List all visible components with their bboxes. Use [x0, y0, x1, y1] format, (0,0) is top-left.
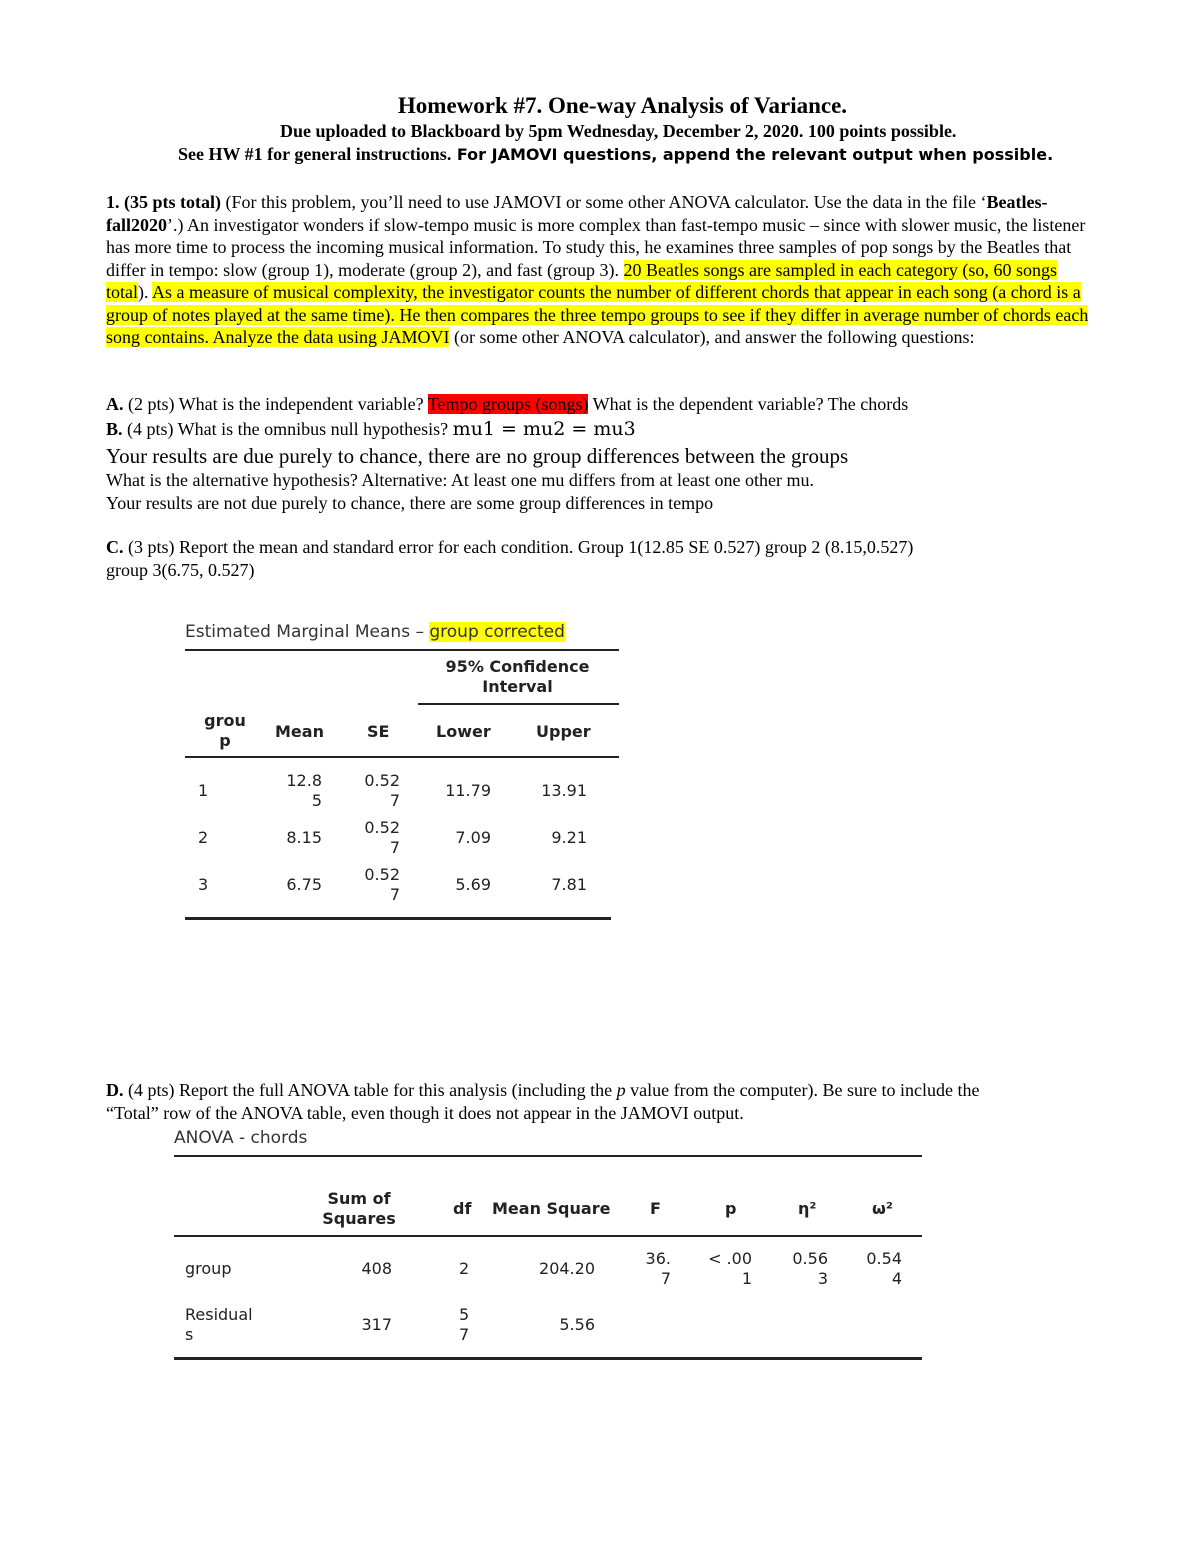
anova-col-ms: Mean Square: [492, 1199, 611, 1218]
question-d-continued: “Total” row of the ANOVA table, even though it does not appear in the JAMOVI output.: [106, 1103, 744, 1123]
emm-col-mean: Mean: [275, 722, 324, 741]
alternative-hypothesis-words: Your results are not due purely to chance, there are some group differences in tempo: [106, 493, 714, 513]
instructions-line: See HW #1 for general instructions. For JAMOVI questions, append the relevant output when possible.: [178, 144, 1054, 164]
anova-top-rule: [174, 1155, 922, 1157]
question-b: B. (4 pts) What is the omnibus null hypothesis? mu1 = mu2 = mu3: [106, 418, 636, 440]
anova-caption: ANOVA - chords: [174, 1128, 308, 1148]
due-line: Due uploaded to Blackboard by 5pm Wednesday, December 2, 2020. 100 points possible.: [280, 121, 957, 141]
anova-col-eta: η²: [798, 1199, 817, 1218]
emm-col-upper: Upper: [536, 722, 591, 741]
anova-col-omega: ω²: [872, 1199, 893, 1218]
question-a: A. (2 pts) What is the independent variable? Tempo groups (songs) What is the dependent variable? The chords: [106, 394, 909, 414]
null-hypothesis-math: mu1 = mu2 = mu3: [452, 418, 636, 440]
emm-ci-header: 95% Confidence Interval: [445, 657, 590, 696]
anova-col-p: p: [725, 1199, 737, 1218]
emm-top-rule: [185, 649, 619, 651]
question-c-continued: group 3(6.75, 0.527): [106, 560, 255, 580]
question-c: C. (3 pts) Report the mean and standard error for each condition. Group 1(12.85 SE 0.527) group 2 (8.15,0.527): [106, 537, 914, 557]
emm-caption: Estimated Marginal Means – group corrected: [185, 622, 565, 642]
emm-header-rule: [185, 756, 619, 758]
emm-col-group: grou p: [204, 711, 246, 750]
emm-col-lower: Lower: [436, 722, 491, 741]
emm-bottom-rule: [185, 917, 611, 920]
emm-col-se: SE: [367, 722, 390, 741]
page-title: Homework #7. One-way Analysis of Variance.: [397, 93, 848, 118]
anova-col-ss: Sum of Squares: [322, 1189, 396, 1228]
answer-independent-variable: Tempo groups (songs): [427, 394, 589, 414]
anova-bottom-rule: [174, 1357, 922, 1360]
alternative-hypothesis: What is the alternative hypothesis? Alternative: At least one mu differs from at least one other mu.: [106, 470, 814, 490]
question-d: D. (4 pts) Report the full ANOVA table for this analysis (including the p value from the computer). Be sure to include the: [106, 1080, 980, 1100]
anova-col-f: F: [650, 1199, 661, 1218]
null-hypothesis-words: Your results are due purely to chance, there are no group differences between the groups: [106, 444, 849, 468]
document-page: Homework #7. One-way Analysis of Variance. Due uploaded to Blackboard by 5pm Wednesday, December 2, 2020. 100 points possible. See HW #1 for general instructions. For JAMOVI questions, append the relevant output when possible. 1. (35 pts total) (For this problem, you’ll need to use JAMOVI or some other ANOVA calculator. Use the data in the file ‘Beatles-fall2020’.) An investigator wonders if slow-tempo music is more complex than fast-tempo music – since with slower music, the listener has more time to process the incoming musical information. To study this, he examines three samples of pop songs by the Beatles that differ in tempo: slow (group 1), moderate (group 2), and fast (group 3). 20 Beatles songs are sampled in each category (so, 60 songs total). As a measure of musical complexity, the investigator counts the number of different chords that appear in each song (a chord is a group of notes played at the same time). He then compares the three tempo groups to see if they differ in average number of chords each song contains. Analyze the data using JAMOVI (or some other ANOVA calculator), and answer the following questions: A. (2 pts) What is the independent variable? Tempo groups (songs) What is the dependent variable? The chords B. (4 pts) What is the omnibus null hypothesis? mu1 = mu2 = mu3 Your results are due purely to chance, there are no group differences between the groups What is the alternative hypothesis? Alternative: At least one mu differs from at least one other mu. Your results are not due purely to chance, there are some group differences in tempo C. (3 pts) Report the mean and standard error for each condition. Group 1(12.85 SE 0.527) group 2 (8.15,0.527) group 3(6.75, 0.527) Estimated Marginal Means – group corrected 95% Confidence Interval grou p Mean SE Lower Upper 1 12.8 5 0.52 7 11.79 13.91 2 8.15 0.52 7 7.09 9.21 3 6.75 0.52 7 5.69 7.81 D. (4 pts) Report the full ANOVA table for this analysis (including the p value from the computer). Be sure to include the “Total” row of the ANOVA table, even though it does not appear in the JAMOVI output. ANOVA - chords Sum of Squares df Mean Square F p η² ω² group 408 2 204.20 36. 7 < .00 1 0.56 3 0.54 4 Residual s 317 5 7 5.56: [0, 0, 1200, 1553]
anova-col-df: df: [453, 1199, 472, 1218]
anova-header-rule: [174, 1235, 922, 1237]
question-1: 1. (35 pts total) (For this problem, you’ll need to use JAMOVI or some other ANOVA calculator. Use the data in the file ‘Beatles-fall2020’.) An investigator wonders if slow-tempo music is more complex than fast-tempo music – since with slower music, the listener has more time to process the incoming musical information. To study this, he examines three samples of pop songs by the Beatles that differ in tempo: slow (group 1), moderate (group 2), and fast (group 3). 20 Beatles songs are sampled in each category (so, 60 songs total). As a measure of musical complexity, the investigator counts the number of different chords that appear in each song (a chord is a group of notes played at the same time). He then compares the three tempo groups to see if they differ in average number of chords each song contains. Analyze the data using JAMOVI (or some other ANOVA calculator), and answer the following questions:: [106, 192, 1089, 347]
emm-ci-rule: [418, 703, 619, 705]
